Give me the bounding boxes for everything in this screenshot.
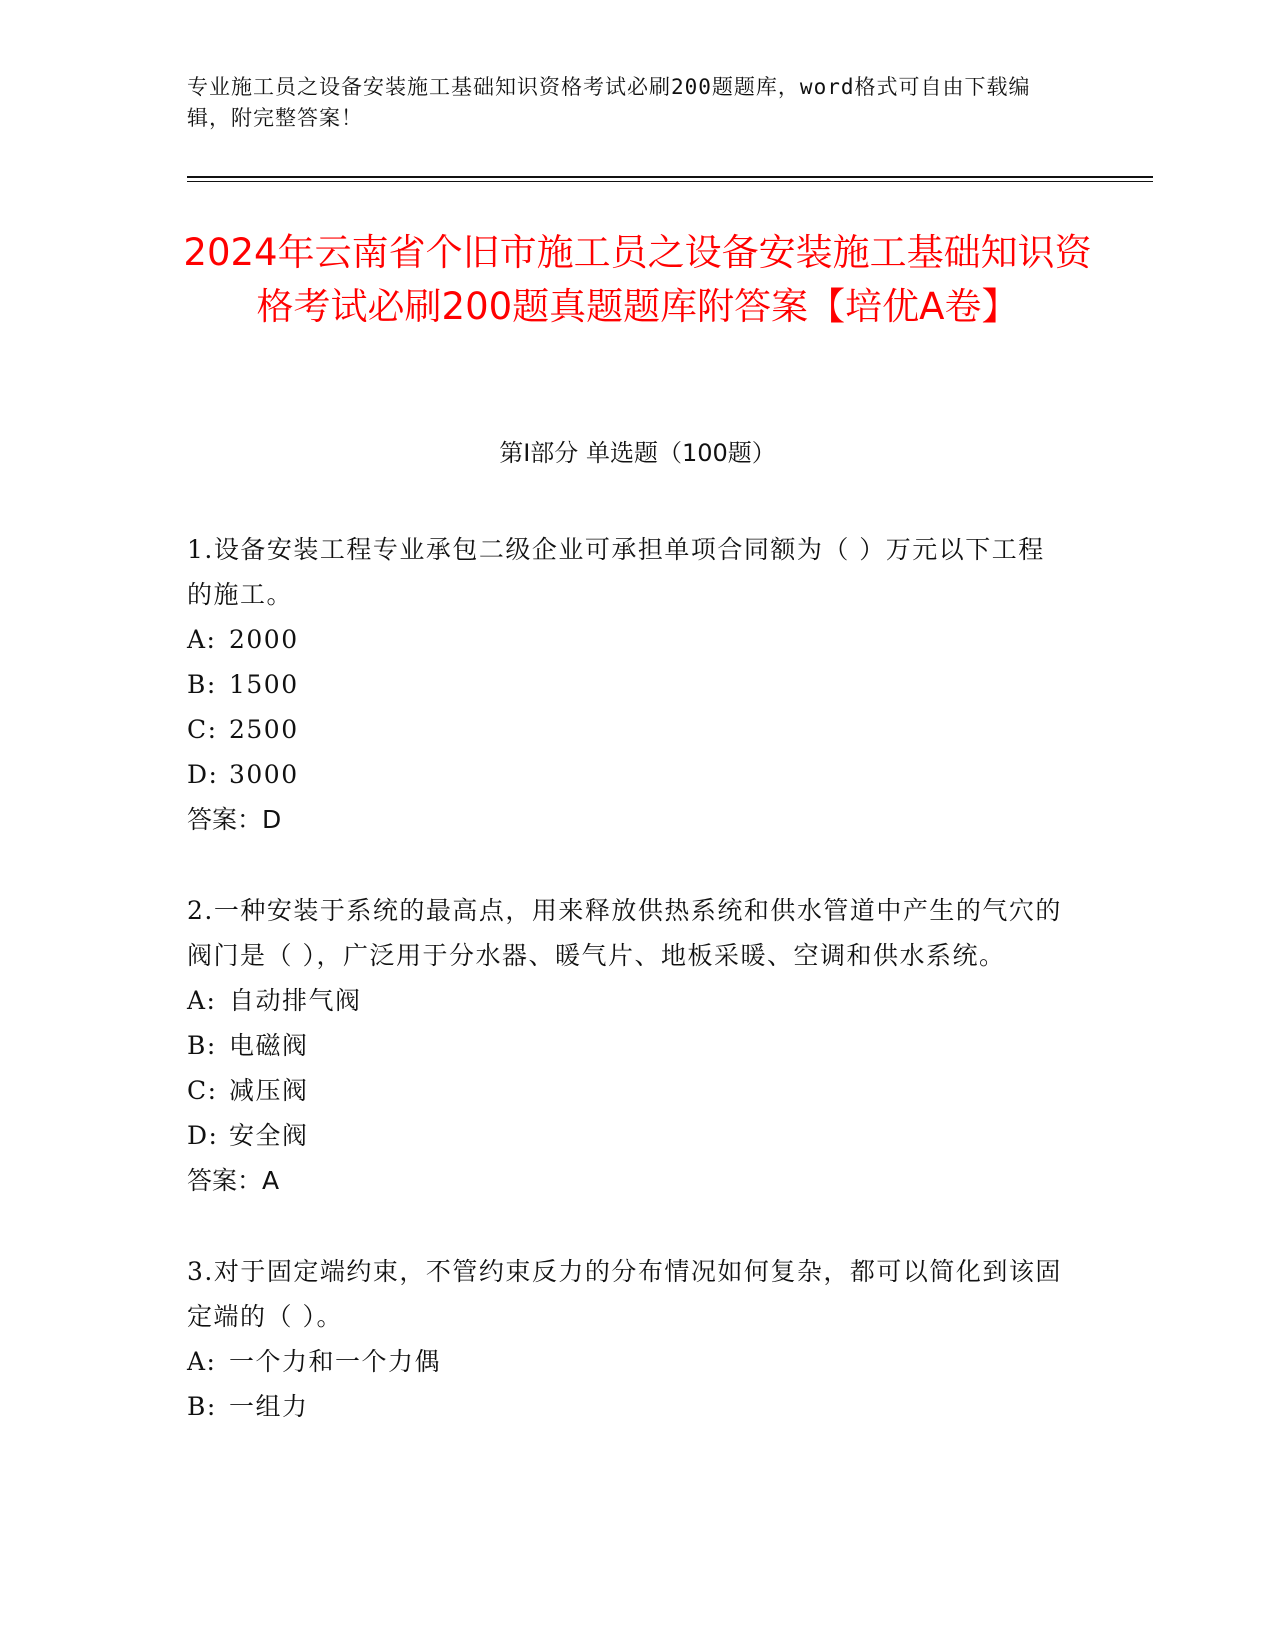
option-text: 一组力: [229, 1392, 309, 1421]
option-d: [187, 1113, 1067, 1158]
option-d: [187, 752, 1067, 797]
option-b: [187, 1384, 1067, 1429]
section-heading: 第Ⅰ部分 单选题（100题）: [499, 439, 776, 467]
option-text: 3000: [229, 760, 299, 789]
option-letter: D:: [187, 1121, 219, 1150]
header-rule-thick: [187, 176, 1153, 178]
option-letter: A:: [187, 986, 217, 1015]
question-1: [187, 527, 1067, 842]
question-stem: 1.设备安装工程专业承包二级企业可承担单项合同额为（ ）万元以下工程的施工。: [187, 535, 1045, 609]
option-letter: A:: [187, 1347, 217, 1376]
option-letter: B:: [187, 1031, 217, 1060]
option-a: [187, 978, 1067, 1023]
header-note: 专业施工员之设备安装施工基础知识资格考试必刷200题题库，word格式可自由下载编辑，附完整答案！: [187, 75, 1031, 130]
option-text: 2500: [229, 715, 299, 744]
answer-line: 答案：D: [187, 805, 282, 834]
option-text: 自动排气阀: [229, 986, 362, 1015]
document-title: 2024年云南省个旧市施工员之设备安装施工基础知识资格考试必刷200题真题题库附答案【培优A卷】: [183, 231, 1092, 328]
option-b: [187, 662, 1067, 707]
option-letter: C:: [187, 1076, 218, 1105]
option-text: 减压阀: [229, 1076, 309, 1105]
header-rule-thin: [187, 181, 1153, 182]
question-stem: 2.一种安装于系统的最高点，用来释放供热系统和供水管道中产生的气穴的阀门是（ ），广泛用于分水器、暖气片、地板采暖、空调和供水系统。: [187, 896, 1062, 970]
option-letter: B:: [187, 670, 217, 699]
question-2: [187, 888, 1067, 1203]
option-text: 安全阀: [229, 1121, 309, 1150]
option-text: 电磁阀: [229, 1031, 309, 1060]
option-a: [187, 617, 1067, 662]
option-text: 一个力和一个力偶: [229, 1347, 442, 1376]
option-c: [187, 707, 1067, 752]
option-b: [187, 1023, 1067, 1068]
option-text: 2000: [229, 625, 299, 654]
option-a: [187, 1339, 1067, 1384]
option-text: 1500: [229, 670, 299, 699]
answer-line: 答案：A: [187, 1166, 280, 1195]
question-stem: 3.对于固定端约束，不管约束反力的分布情况如何复杂，都可以简化到该固定端的（ ）。: [187, 1257, 1062, 1331]
option-letter: B:: [187, 1392, 217, 1421]
option-letter: C:: [187, 715, 218, 744]
option-letter: D:: [187, 760, 219, 789]
option-c: [187, 1068, 1067, 1113]
question-list: [187, 527, 1067, 1475]
question-3: [187, 1249, 1067, 1429]
option-letter: A:: [187, 625, 217, 654]
